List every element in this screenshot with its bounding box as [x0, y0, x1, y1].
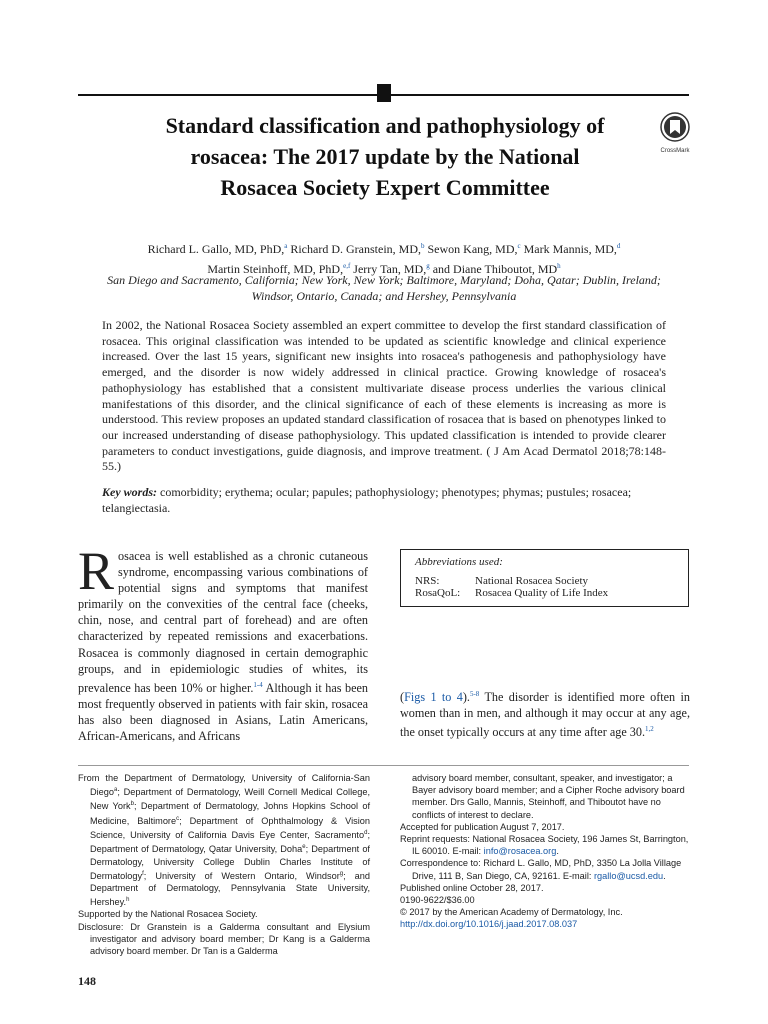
footnotes-right: [400, 772, 690, 931]
author-affil: b: [420, 242, 425, 250]
affiliation-mark: g: [339, 870, 344, 877]
abbreviation-row: [415, 575, 674, 587]
affiliation: ; Department of Dermatology, Johns Hopkins School of Medicine, Baltimore: [90, 801, 370, 826]
author-line-1: [86, 238, 682, 258]
citation-link[interactable]: 1-4: [253, 680, 263, 689]
drop-cap: R: [78, 541, 115, 601]
body-column-right: [400, 686, 690, 740]
author-affil: a: [284, 242, 288, 250]
author-affil: e,f: [343, 262, 351, 270]
abstract: In 2002, the National Rosacea Society assembled an expert committee to develop the first standard classification of rosacea. This original classification was intended to be updated as scientific knowledge and clinical experience increased. Over the last 15 years, significant new insights into rosacea's pathogenesis and pathophysiology have emerged, and the disorder is now widely addressed in clinical practice. Growing knowledge of rosacea's pathophysiology has established that a consistent multivariate disease process underlies the various clinical manifestations of this disorder, and the clinical significance of each of these elements is increasing as more is understood. This review proposes an updated standard classification of rosacea that is based on phenotypes linked to our increased understanding of disease pathophysiology. This updated classification is intended to provide clearer parameters to conduct investigations, guide diagnosis, and improve treatment. ( J Am Acad Dermatol 2018;78:148-55.): [102, 318, 666, 474]
doi-link[interactable]: http://dx.doi.org/10.1016/j.jaad.2017.08.037: [400, 919, 578, 930]
issn: 0190-9622/$36.00: [400, 895, 475, 906]
author-name: Jerry Tan, MD,: [353, 262, 427, 276]
keywords: [102, 484, 666, 516]
author-name: Martin Steinhoff, MD, PhD,: [207, 262, 344, 276]
citation-link[interactable]: 5-8: [469, 690, 480, 698]
disclosure-note: Disclosure: Dr Granstein is a Galderma consultant and Elysium investigator and advisory board member; Dr Kang is a Galderma advisory board member. Dr Tan is a Galderma: [78, 921, 370, 957]
affiliation-mark: d: [364, 830, 368, 836]
affiliation-mark: c: [176, 815, 180, 822]
intro-text-cont: Although it has been most frequently observed in patients with fair skin, rosacea has also been diagnosed in Asians, Latin Americans, African-Americans, and Africans: [78, 680, 368, 744]
abbreviation-key: NRS:: [415, 575, 440, 587]
abbreviation-row: [415, 587, 674, 599]
published-date: Published online October 28, 2017.: [400, 882, 544, 893]
abbreviation-value: Rosacea Quality of Life Index: [475, 587, 609, 599]
author-affil: h: [557, 262, 561, 270]
affiliations-note: [78, 772, 370, 908]
reprint-text: Reprint requests: National Rosacea Society, 196 James St, Barrington, IL 60010. E-mail:: [400, 834, 689, 857]
keywords-list: comorbidity; erythema; ocular; papules; pathophysiology; phenotypes; phymas; pustules; rosacea; telangiectasia.: [102, 485, 632, 515]
body-paragraph: (Figs 1 to 4).$^{5-8}$ The disorder is identified more often in women than in men, and although it may occur at any age, the onset typically occurs at any time after age 30.$^{1,2}$: [400, 690, 690, 740]
funding-note: Supported by the National Rosacea Society.: [78, 909, 258, 920]
author-affil: d: [616, 242, 621, 250]
author-locations: San Diego and Sacramento, California; New York, New York; Baltimore, Maryland; Doha, Qatar; Dublin, Ireland; Windsor, Ontario, Canada; and Hershey, Pennsylvania: [107, 273, 661, 303]
abbreviations-box: [400, 549, 689, 607]
affiliation: ; Department of Dermatology, University College Dublin Charles Institute of Dermatology: [90, 844, 370, 881]
crossmark-label: CrossMark: [660, 148, 690, 154]
footnotes-left: [78, 772, 370, 957]
abbreviation-key: RosaQoL:: [415, 587, 461, 599]
author-affil: c: [517, 242, 521, 250]
author-name: Sewon Kang, MD,: [427, 242, 518, 256]
author-affil: g: [426, 262, 430, 270]
crossmark-badge[interactable]: [653, 112, 697, 154]
author-name: Mark Mannis, MD,: [523, 242, 617, 256]
affiliation: From the Department of Dermatology, University of California-San Diego: [78, 773, 370, 798]
page-number: 148: [78, 974, 96, 988]
body-text: The disorder is identified more often in women than in men, and although it may occur at any age, the onset typically occurs at any time after age 30.: [400, 690, 690, 740]
reprint-requests: Reprint requests: National Rosacea Society, 196 James St, Barrington, IL 60010. E-mail: info@rosacea.org.: [400, 834, 689, 857]
intro-text: osacea is well established as a chronic cutaneous syndrome, encompassing various combinations of potential signs and symptoms that manifest primarily on the convexities of the central face (cheeks, chin, nose, and central part of forehead) and are often characterized by repeated remissions and exacerbations. Rosacea is commonly diagnosed in certain demographic groups, and in epidemiologic studies of whites, its prevalence has been 10% or higher.: [78, 549, 368, 695]
accepted-date: Accepted for publication August 7, 2017.: [400, 821, 565, 832]
correspondence: Correspondence to: Richard L. Gallo, MD, PhD, 3350 La Jolla Village Drive, 111 B, San Diego, CA, 92161. E-mail: rgallo@ucsd.edu.: [400, 858, 682, 881]
abbreviation-value: National Rosacea Society: [475, 575, 589, 587]
copyright: © 2017 by the American Academy of Dermatology, Inc.: [400, 907, 623, 918]
affiliation-mark: e: [302, 844, 306, 851]
abbreviations-title: Abbreviations used:: [415, 556, 503, 568]
author-name: Richard D. Granstein, MD,: [290, 242, 421, 256]
affiliation: ; Department of Ophthalmology & Vision Science, University of California Davis Eye Center, Sacramento: [90, 815, 370, 841]
intro-paragraph: [78, 541, 368, 744]
correspondence-text: Correspondence to: Richard L. Gallo, MD, PhD, 3350 La Jolla Village Drive, 111 B, San Diego, CA, 92161. E-mail:: [400, 858, 682, 881]
article-title: Standard classification and pathophysiology of rosacea: The 2017 update by the National Rosacea Society Expert Committee: [165, 113, 605, 200]
affiliation-mark: h: [126, 897, 130, 904]
affiliation: ; University of Western Ontario, Windsor: [143, 870, 340, 881]
figures-link[interactable]: Figs 1 to 4: [404, 690, 463, 705]
affiliation: ; Department of Dermatology, Weill Cornell Medical College, New York: [90, 787, 370, 812]
disclosure-continued: advisory board member, consultant, speaker, and investigator; a Bayer advisory board member; and a Cipher Roche advisory board member. Drs Gallo, Mannis, Steinhoff, and Thiboutot have no conflicts of interest to declare.: [412, 773, 685, 820]
keywords-label: Key words:: [102, 485, 157, 499]
affiliation: ; Department of Dermatology, Qatar University, Doha: [90, 830, 370, 855]
affiliation-mark: f: [142, 870, 144, 877]
reprint-email-link[interactable]: info@rosacea.org: [483, 846, 557, 857]
footnote-divider: [78, 765, 689, 766]
body-column-left: [78, 541, 368, 744]
affiliation-mark: b: [130, 801, 134, 808]
correspondence-email-link[interactable]: rgallo@ucsd.edu: [593, 870, 664, 881]
citation-link[interactable]: 1,2: [645, 725, 654, 734]
affiliation: ; and Department of Dermatology, Pennsylvania State University, Hershey.: [90, 870, 370, 908]
crossmark-icon: [660, 112, 690, 142]
affiliation-mark: a: [114, 787, 118, 794]
author-name: Richard L. Gallo, MD, PhD,: [147, 242, 285, 256]
author-name: and Diane Thiboutot, MD: [432, 262, 558, 276]
header-marker: [377, 84, 391, 102]
